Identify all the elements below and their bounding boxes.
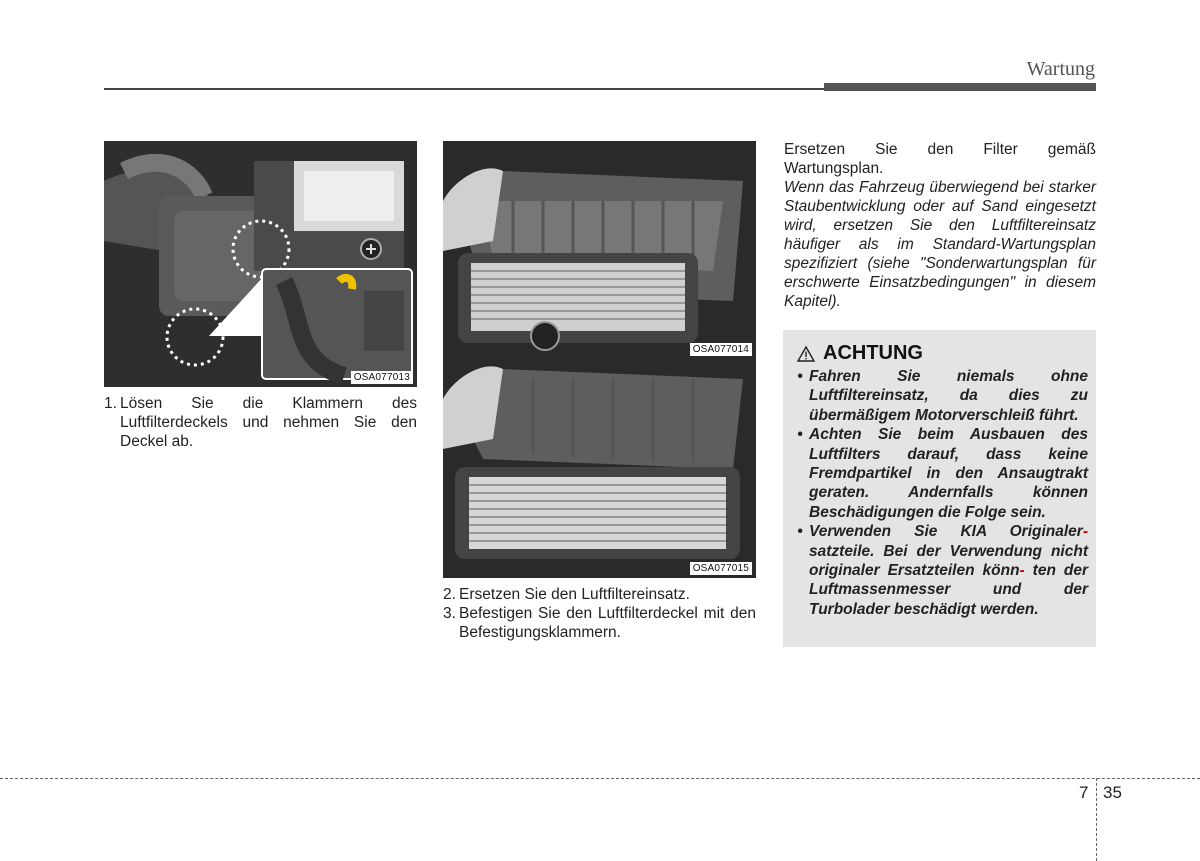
figure-code: OSA077014 bbox=[690, 343, 752, 356]
step-item bbox=[443, 585, 756, 604]
warning-list bbox=[791, 367, 1088, 619]
step-item bbox=[104, 394, 417, 451]
hyphen-mark: - bbox=[1082, 523, 1088, 541]
step-list-left bbox=[104, 394, 417, 451]
warning-triangle-icon bbox=[797, 346, 815, 362]
warning-item: • Achten Sie beim Ausbauen des Luftfilters darauf, dass keine Fremdpartikel in den Ansaugtrakt geraten. Andernfalls können Beschädigungen die Folge sein. bbox=[797, 426, 1088, 521]
step-text: Lösen Sie die Klammern des Luftfilterdeckels und nehmen Sie den Deckel ab. bbox=[120, 395, 417, 450]
filter-element-illustration bbox=[443, 359, 756, 578]
step-text: Ersetzen Sie den Luftfiltereinsatz. bbox=[459, 586, 690, 603]
header-rule bbox=[104, 88, 824, 90]
footer-divider bbox=[1096, 778, 1097, 861]
note-paragraph: Wenn das Fahrzeug überwiegend bei starker Staubentwicklung oder auf Sand eingesetzt wird, ersetzen Sie den Luftfiltereinsatz häufiger als im Standard-Wartungsplan spezifiziert (siehe "Sonderwartungsplan für erschwerte Einsatzbedingungen" in diesem Kapitel). bbox=[784, 179, 1096, 310]
warning-item: • Verwenden Sie KIA Originaler- satzteile. Bei der Verwendung nicht originaler Ersatzteilen könn- ten der Luftmassenmesser und der Turbolader beschädigt werden. bbox=[797, 523, 1088, 618]
warning-item: • Fahren Sie niemals ohne Luftfiltereinsatz, da dies zu übermäßigem Motorverschleiß führt. bbox=[797, 368, 1088, 424]
figure-code: OSA077013 bbox=[351, 371, 413, 384]
step-number: 3. bbox=[443, 605, 456, 622]
header-bar bbox=[824, 83, 1096, 91]
footer-rule bbox=[0, 778, 1200, 779]
warning-item-text: Achten Sie beim Ausbauen des Luftfilters darauf, dass keine Fremdpartikel in den Ansaugtrakt geraten. Andernfalls können Beschädigungen die Folge sein. bbox=[809, 426, 1088, 521]
warning-title: ACHTUNG bbox=[823, 342, 923, 364]
warning-item-text: Verwenden Sie KIA Originaler- satzteile. Bei der Verwendung nicht originaler Ersatzteilen könn- ten der Luftmassenmesser und der Turbolader beschädigt werden. bbox=[809, 523, 1088, 618]
warning-item-text: Fahren Sie niemals ohne Luftfiltereinsatz, da dies zu übermäßigem Motorverschleiß führt. bbox=[809, 368, 1088, 424]
step-text: Befestigen Sie den Luftfilterdeckel mit den Befestigungsklammern. bbox=[459, 605, 756, 641]
chapter-number: 7 bbox=[1079, 783, 1089, 802]
step-number: 1. bbox=[104, 395, 117, 412]
right-column-text bbox=[784, 140, 1096, 311]
page-number: 35 bbox=[1103, 783, 1122, 802]
warning-header bbox=[797, 342, 923, 365]
figure-air-filter-clamps bbox=[104, 141, 417, 387]
figure-filter-cover-open bbox=[443, 141, 756, 359]
step-number: 2. bbox=[443, 586, 456, 603]
step-item bbox=[443, 604, 756, 642]
figure-filter-element bbox=[443, 359, 756, 578]
intro-paragraph: Ersetzen Sie den Filter gemäß Wartungsplan. bbox=[784, 141, 1096, 177]
engine-bay-illustration bbox=[104, 141, 417, 387]
figure-code: OSA077015 bbox=[690, 562, 752, 575]
hyphen-mark: - bbox=[1019, 562, 1025, 580]
warning-box bbox=[783, 330, 1096, 647]
section-title: Wartung bbox=[1026, 58, 1095, 80]
step-list-middle bbox=[443, 585, 756, 642]
filter-cover-illustration bbox=[443, 141, 756, 359]
